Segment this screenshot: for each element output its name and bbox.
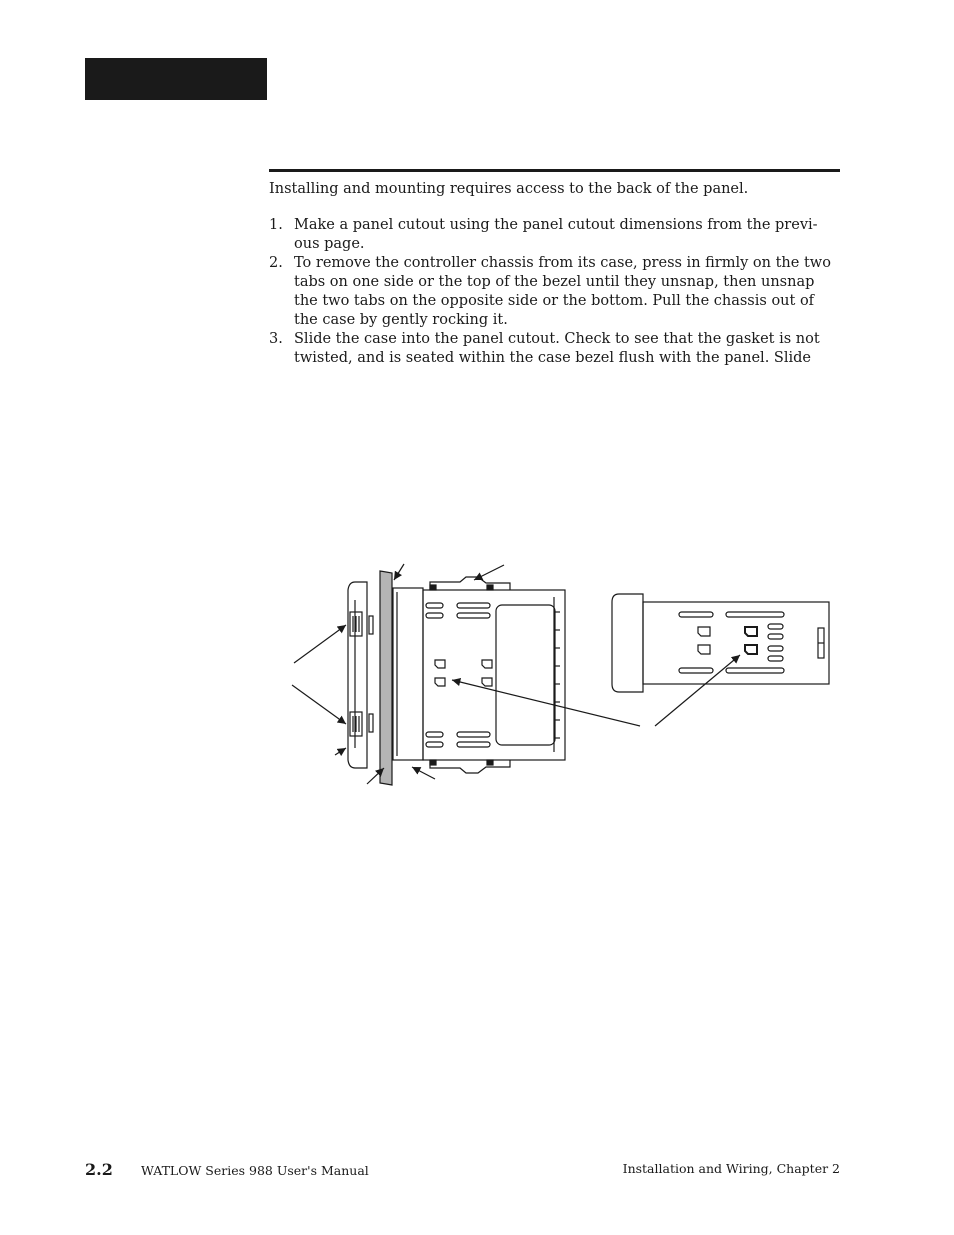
chapter-footer: Installation and Wiring, Chapter 2 [622, 1161, 840, 1176]
step-text: To remove the controller chassis from its case, press in firmly on the two tabs on one side or the top of the bezel until they unsnap, then unsnap the two tabs on the opposite side or the bottom. Pull the chassis out of the case by gently rocking it. [294, 255, 831, 328]
step-number: 3. [269, 331, 283, 347]
step-item [269, 216, 840, 254]
panel [380, 571, 392, 785]
mounting-diagram [285, 555, 845, 795]
case-top-view [612, 594, 829, 692]
step-item [269, 330, 840, 368]
chapter-tab [85, 58, 267, 100]
bezel-side-view [348, 582, 373, 768]
body-text [269, 180, 840, 368]
step-text: Make a panel cutout using the panel cutout dimensions from the previ-ous page. [294, 217, 818, 252]
step-text: Slide the case into the panel cutout. Check to see that the gasket is not twisted, and is seated within the case bezel flush with the panel. Slide [294, 331, 820, 366]
bezel-tab-lower [350, 712, 373, 736]
leader-lines [292, 564, 740, 784]
page-number: 2.2 [85, 1160, 113, 1179]
case-side-view [393, 577, 565, 773]
intro-paragraph: Installing and mounting requires access to the back of the panel. [269, 181, 749, 197]
step-number: 1. [269, 217, 283, 233]
bezel-tab-upper [350, 612, 373, 636]
manual-title: WATLOW Series 988 User's Manual [141, 1163, 369, 1178]
steps-list [269, 216, 840, 368]
step-number: 2. [269, 255, 283, 271]
step-item [269, 254, 840, 330]
section-rule [269, 169, 840, 172]
